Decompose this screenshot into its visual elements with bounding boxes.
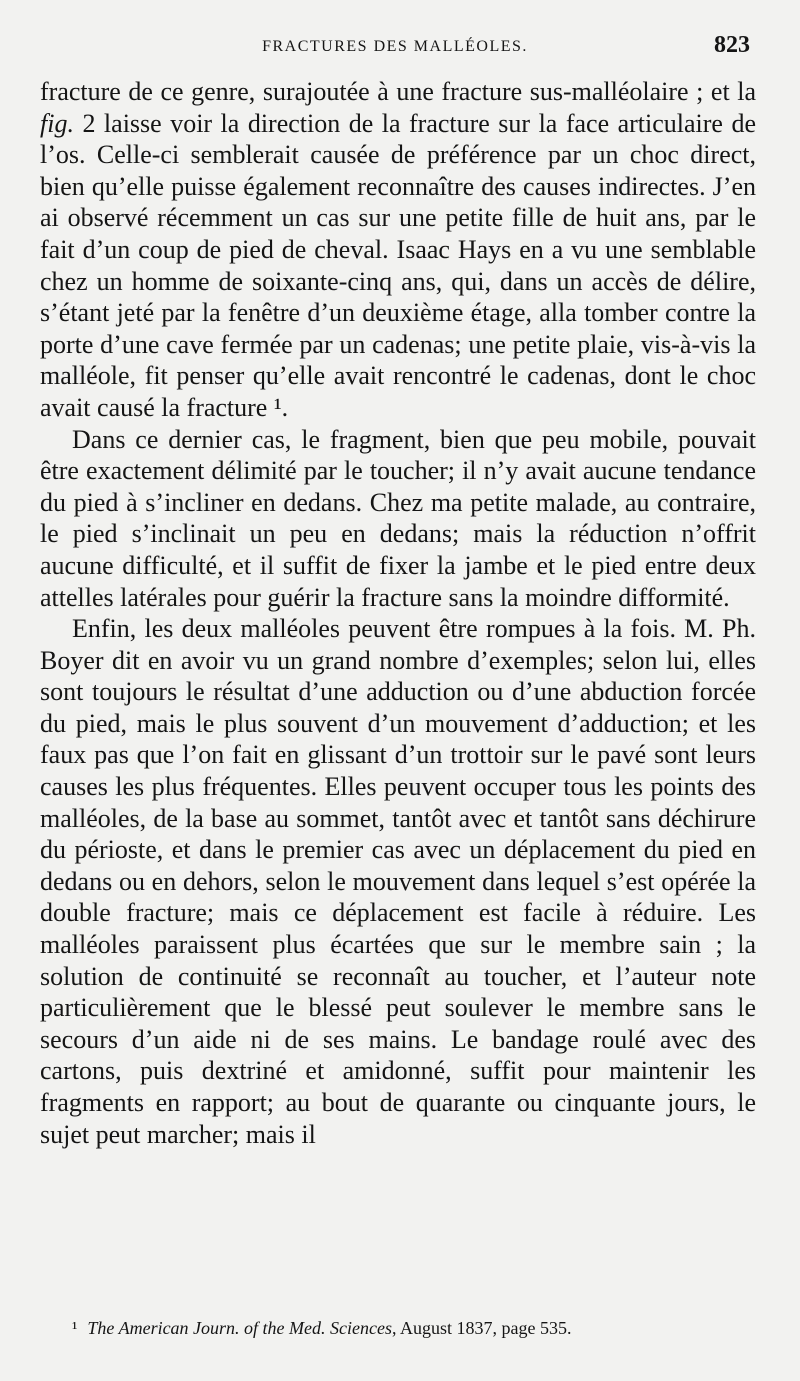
paragraph-1 [40,76,756,424]
footnote [72,1318,762,1339]
running-title: FRACTURES DES MALLÉOLES. [262,38,528,55]
paragraph-1-part-2: 2 laisse voir la direction de la fracture sur la face articulaire de l’os. Celle-ci semblerait causée de préférence par un choc direct, bien qu’elle puisse également reconnaître des causes indirectes. J’en ai observé récemment un cas sur une petite fille de huit ans, par le fait d’un coup de pied de cheval. Isaac Hays en a vu une semblable chez un homme de soixante-cinq ans, qui, dans un accès de délire, s’étant jeté par la fenêtre d’un deuxième étage, alla tomber contre la porte d’une cave fermée par un cadenas; une petite plaie, vis-à-vis la malléole, fit penser qu’elle avait rencontré le cadenas, dont le choc avait causé la fracture ¹. [40,108,756,422]
footnote-number: ¹ [72,1318,78,1338]
fig-reference: fig. [40,108,74,138]
paragraph-3: Enfin, les deux malléoles peuvent être rompues à la fois. M. Ph. Boyer dit en avoir vu un grand nombre d’exemples; selon lui, elles sont toujours le résultat d’une adduction ou d’une abduction forcée du pied, mais le plus souvent d’un mouvement d’adduction; et les faux pas que l’on fait en glissant d’un trottoir sur le pavé sont leurs causes les plus fréquentes. Elles peuvent occuper tous les points des malléoles, de la base au sommet, tantôt avec et tantôt sans déchirure du périoste, et dans le premier cas avec un déplacement du pied en dedans ou en dehors, selon le mouvement dans lequel s’est opérée la double fracture; mais ce déplacement est facile à réduire. Les malléoles paraissent plus écartées que sur le membre sain ; la solution de continuité se reconnaît au toucher, et l’auteur note particulièrement que le blessé peut soulever le membre sans le secours d’un aide ni de ses mains. Le bandage roulé avec des cartons, puis dextriné et amidonné, suffit pour maintenir les fragments en rapport; au bout de quarante ou cinquante jours, le sujet peut marcher; mais il [40,614,756,1149]
running-head [40,30,750,62]
footnote-citation: , August 1837, page 535. [392,1318,572,1338]
paragraph-2: Dans ce dernier cas, le fragment, bien que peu mobile, pouvait être exactement délimité par le toucher; il n’y avait aucune tendance du pied à s’incliner en dedans. Chez ma petite malade, au contraire, le pied s’inclinait un peu en dedans; mais la réduction n’offrit aucune difficulté, et il suffit de fixer la jambe et le pied entre deux attelles latérales pour guérir la fracture sans la moindre difformité. [40,424,756,612]
footnote-journal-title: The American Journ. of the Med. Sciences [87,1318,392,1338]
body-text [40,76,756,1150]
paragraph-1-part-1: fracture de ce genre, surajoutée à une fracture sus-malléolaire ; et la [40,77,756,106]
page-number: 823 [714,32,750,58]
